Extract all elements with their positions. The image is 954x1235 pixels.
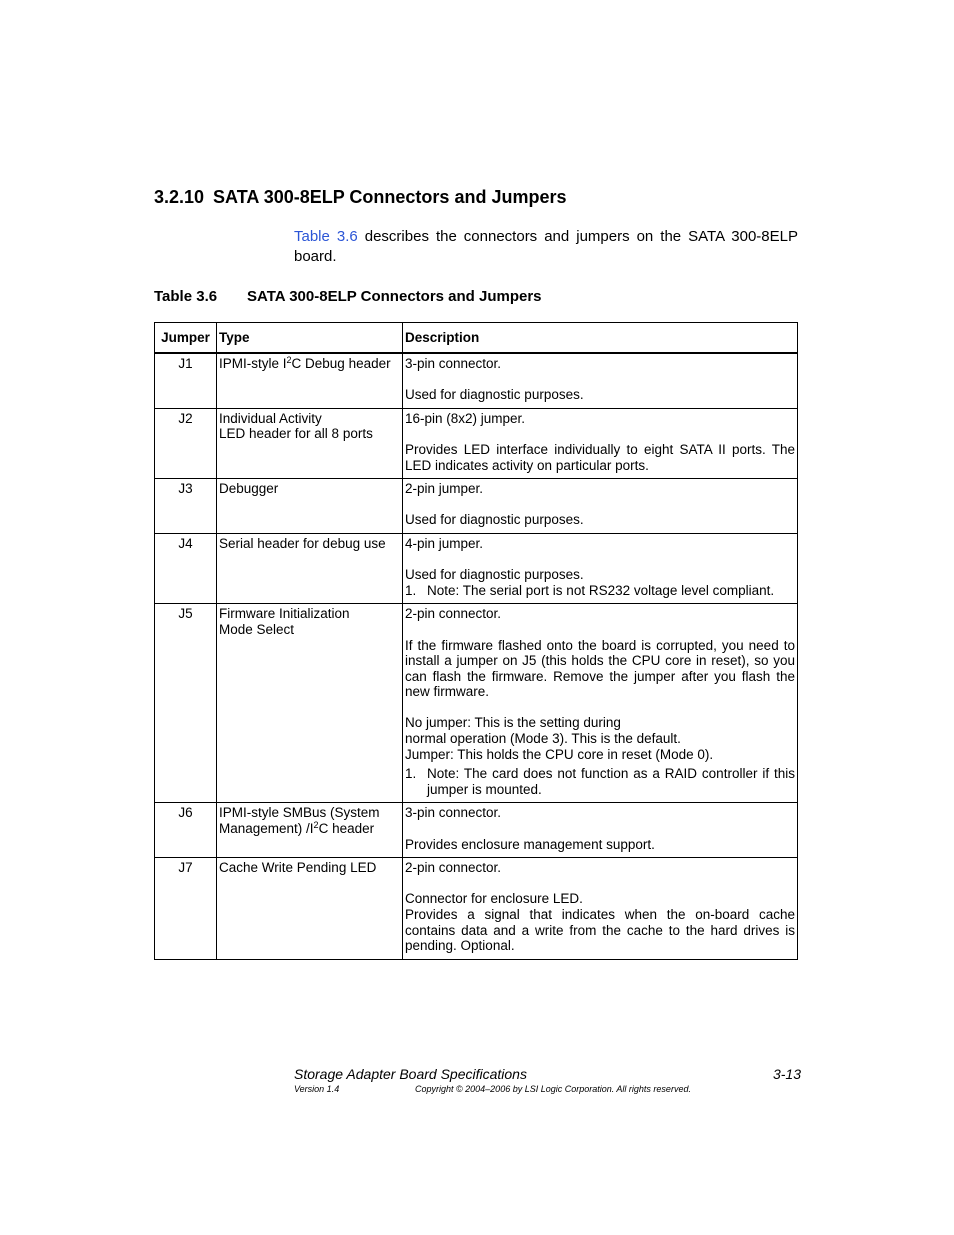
table-row [155, 479, 798, 534]
table-reference-link[interactable]: Table 3.6 [294, 228, 358, 245]
description-cell [403, 353, 798, 408]
footer-page-number: 3-13 [772, 1066, 801, 1082]
table-row [155, 803, 798, 858]
description-text: 3-pin connector. [405, 356, 502, 371]
header-jumper: Jumper [155, 323, 217, 354]
jumper-cell: J1 [155, 353, 217, 408]
jumper-cell: J4 [155, 533, 217, 603]
note-number: 1. [405, 582, 417, 598]
note-number: 1. [405, 766, 417, 782]
table-row [155, 533, 798, 603]
description-cell [403, 408, 798, 478]
description-text: If the firmware flashed onto the board is corrupted, you need to install a jumper on J5 (this holds the CPU core in reset), so you can flash the firmware. Remove the jumper after you flash the new firmware. [405, 637, 795, 700]
table-header-row [155, 323, 798, 354]
description-text: Jumper: This holds the CPU core in reset (Mode 0). [405, 746, 714, 762]
jumper-cell: J2 [155, 408, 217, 478]
type-text: IPMI-style I [219, 356, 287, 371]
description-cell [403, 604, 798, 803]
superscript: 2 [286, 355, 292, 365]
description-text: Used for diagnostic purposes. [405, 512, 584, 528]
note-text: Note: The serial port is not RS232 voltage level compliant. [427, 582, 775, 598]
type-text: IPMI-style SMBus (System [219, 805, 380, 821]
header-description: Description [403, 323, 798, 354]
note-text: Note: The card does not function as a RAID controller if this jumper is mounted. [427, 766, 795, 797]
connectors-table [154, 322, 798, 960]
description-cell [403, 803, 798, 858]
table-row [155, 858, 798, 960]
description-text: 4-pin jumper. [405, 535, 484, 551]
description-text: Used for diagnostic purposes. [405, 387, 584, 403]
type-text: C header [318, 821, 375, 837]
type-cell: Serial header for debug use [217, 533, 403, 603]
description-text: Provides a signal that indicates when the on-board cache contains data and a write from the cache to the hard drives is pending. Optional. [405, 907, 795, 954]
intro-text: describes the connectors and jumpers on the SATA 300-8ELP board. [294, 228, 798, 265]
type-cell: Cache Write Pending LED [217, 858, 403, 960]
table-caption [154, 288, 542, 305]
jumper-cell: J6 [155, 803, 217, 858]
description-text: 2-pin jumper. [405, 481, 484, 497]
description-text: 16-pin (8x2) jumper. [405, 410, 526, 426]
description-text: 2-pin connector. [405, 606, 502, 622]
type-text: Mode Select [219, 621, 295, 637]
jumper-cell: J5 [155, 604, 217, 803]
description-text: Provides enclosure management support. [405, 836, 655, 852]
table-row [155, 353, 798, 408]
type-cell [217, 353, 403, 408]
description-text: 2-pin connector. [405, 860, 502, 876]
description-text: Connector for enclosure LED. [405, 891, 583, 907]
type-text: C Debug header [291, 356, 391, 371]
type-cell: Debugger [217, 479, 403, 534]
section-number: 3.2.10 [154, 187, 205, 207]
superscript: 2 [313, 820, 319, 831]
description-text: normal operation (Mode 3). This is the default. [405, 731, 681, 747]
header-type: Type [217, 323, 403, 354]
section-title: SATA 300-8ELP Connectors and Jumpers [213, 187, 567, 207]
type-text-line [219, 821, 400, 837]
intro-paragraph [294, 227, 798, 267]
note [405, 583, 795, 599]
description-text: Provides LED interface individually to eight SATA II ports. The LED indicates activity on particular ports. [405, 441, 795, 473]
type-cell [217, 604, 403, 803]
description-text: 3-pin connector. [405, 805, 502, 821]
table-row [155, 408, 798, 478]
jumper-cell: J7 [155, 858, 217, 960]
type-cell [217, 803, 403, 858]
table-caption-label: Table 3.6 [154, 288, 218, 305]
description-cell [403, 479, 798, 534]
description-text: Used for diagnostic purposes. [405, 567, 584, 583]
table-row [155, 604, 798, 803]
type-text: Individual Activity [219, 410, 322, 426]
description-cell [403, 858, 798, 960]
description-cell [403, 533, 798, 603]
type-text: LED header for all 8 ports [219, 426, 373, 442]
type-text: Firmware Initialization [219, 606, 350, 622]
note [405, 766, 795, 797]
footer-version: Version 1.4 [294, 1084, 340, 1094]
footer-copyright: Copyright © 2004–2006 by LSI Logic Corporation. All rights reserved. [415, 1084, 691, 1094]
table-caption-title: SATA 300-8ELP Connectors and Jumpers [247, 288, 542, 305]
description-text: No jumper: This is the setting during [405, 715, 621, 731]
jumper-cell: J3 [155, 479, 217, 534]
section-heading [154, 187, 566, 208]
type-cell [217, 408, 403, 478]
type-text: Management) /I [219, 821, 314, 837]
footer-doc-title: Storage Adapter Board Specifications [294, 1066, 527, 1082]
